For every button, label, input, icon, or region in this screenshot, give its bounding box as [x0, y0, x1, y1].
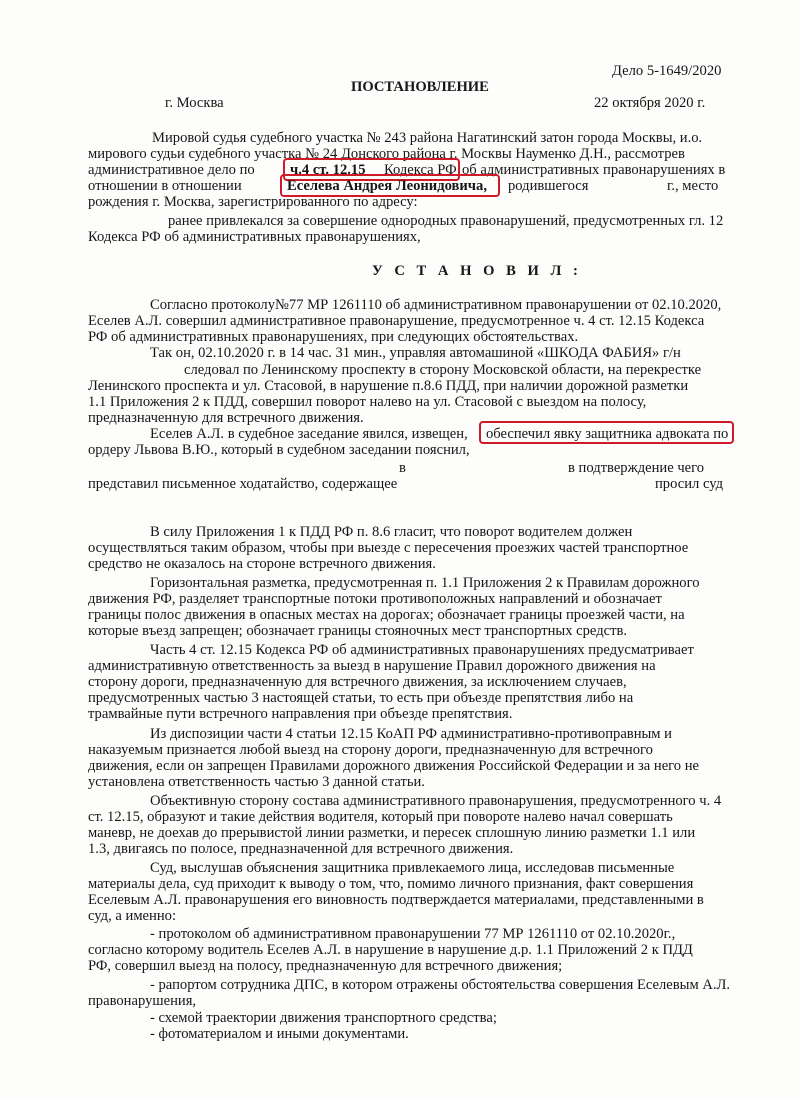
paragraph-7-line: движения, если он запрещен Правилами дорожного движения Российской Федерации и за него не [88, 758, 700, 774]
paragraph-5-line: которые въезд запрещен; обозначает границы стояночных мест транспортных средств. [88, 623, 628, 639]
paragraph-4-line: В силу Приложения 1 к ПДД РФ п. 8.6 гласит, что поворот водителем должен [150, 524, 633, 540]
highlighted-phrase: обеспечил явку защитника адвоката по [486, 426, 729, 442]
paragraph-6-line: предусмотренных частью 3 настоящей статьи, то есть при объезде препятствия либо на [88, 690, 634, 706]
evidence-item-report: - рапортом сотрудника ДПС, в котором отражены обстоятельства совершения Еселевым А.Л. [150, 977, 731, 993]
paragraph-5-line: движения РФ, разделяет транспортные потоки противоположных направлений и обозначает [88, 591, 662, 607]
paragraph-7-line: установлена ответственность частью 3 данной статьи. [88, 774, 425, 790]
evidence-item-protocol-cont: РФ, совершил выезд на полосу, предназначенную для встречного движения; [88, 958, 563, 974]
intro-line-6: ранее привлекался за совершение однородных правонарушений, предусмотренных гл. 12 [168, 213, 724, 229]
paragraph-6-line: административную ответственность за выезд в нарушение Правил дорожного движения на [88, 658, 656, 674]
paragraph-8-line: 1.3, двигаясь по полосе, предназначенной для встречного движения. [88, 841, 514, 857]
defendant-name: Еселева Андрея Леонидовича, [287, 178, 487, 194]
paragraph-6-line: Часть 4 ст. 12.15 Кодекса РФ об административных правонарушениях предусматривает [150, 642, 694, 658]
intro-line-7: Кодекса РФ об административных правонарушениях, [88, 229, 421, 245]
paragraph-2-line: Так он, 02.10.2020 г. в 14 час. 31 мин., управляя автомашиной «ШКОДА ФАБИЯ» г/н [150, 345, 681, 361]
paragraph-2-line: предназначенную для встречного движения. [88, 410, 364, 426]
paragraph-2-line: 1.1 Приложения 2 к ПДД, совершил поворот налево на ул. Стасовой с выездом на полосу, [88, 394, 647, 410]
intro-line-2: мирового судьи судебного участка № 24 Донского района г. Москвы Науменко Д.Н., рассмотрев [88, 146, 685, 162]
paragraph-3-line: Еселев А.Л. в судебное заседание явился, извещен, [150, 426, 468, 442]
evidence-item-scheme: - схемой траектории движения транспортного средства; [150, 1010, 497, 1026]
paragraph-7-line: наказуемым признается любой выезд на сторону дороги, предназначенную для встречного [88, 742, 653, 758]
case-number: Дело 5-1649/2020 [612, 63, 722, 79]
section-title: У С Т А Н О В И Л : [372, 263, 582, 279]
paragraph-9-line: суд, а именно: [88, 908, 177, 924]
city: г. Москва [165, 95, 224, 111]
evidence-item-protocol: - протоколом об административном правонарушении 77 МР 1261110 от 02.10.2020г., [150, 926, 676, 942]
paragraph-8-line: ст. 12.15, образуют и такие действия водителя, который при повороте налево начал совершать [88, 809, 673, 825]
paragraph-3-line: представил письменное ходатайство, содержащее [88, 476, 398, 492]
paragraph-2-line: Ленинского проспекта и ул. Стасовой, в нарушение п.8.6 ПДД, при наличии дорожной разметки [88, 378, 689, 394]
paragraph-1-line: Еселев А.Л. совершил административное правонарушение, предусмотренное ч. 4 ст. 12.15 Кодекса [88, 313, 705, 329]
intro-line-4a: отношении в отношении [88, 178, 242, 194]
paragraph-3-line: в [399, 460, 406, 476]
document-title: ПОСТАНОВЛЕНИЕ [351, 79, 489, 95]
paragraph-1-line: РФ об административных правонарушениях, при следующих обстоятельствах. [88, 329, 579, 345]
paragraph-5-line: границы полос движения в опасных местах на дорогах; обозначает границы проезжей части, на [88, 607, 685, 623]
highlight-defense-box [479, 421, 734, 444]
code-reference: Кодекса РФ [384, 162, 457, 178]
paragraph-5-line: Горизонтальная разметка, предусмотренная п. 1.1 Приложения 2 к Правилам дорожного [150, 575, 700, 591]
paragraph-4-line: средство не оказалось на стороне встречного движения. [88, 556, 436, 572]
paragraph-2-line: следовал по Ленинскому проспекту в сторону Московской области, на перекрестке [184, 362, 702, 378]
paragraph-1-line: Согласно протоколу№77 МР 1261110 об административном правонарушении от 02.10.2020, [150, 297, 722, 313]
paragraph-9-line: Суд, выслушав объяснения защитника привлекаемого лица, исследовав письменные [150, 860, 675, 876]
intro-line-5: рождения г. Москва, зарегистрированного по адресу: [88, 194, 418, 210]
paragraph-6-line: трамвайные пути встречного направления при объезде препятствия. [88, 706, 513, 722]
evidence-item-report-cont: правонарушения, [88, 993, 197, 1009]
paragraph-3-line: в подтверждение чего [568, 460, 705, 476]
intro-line-4d: г., место [667, 178, 719, 194]
paragraph-6-line: сторону дороги, предназначенную для встречного движения, за исключением случаев, [88, 674, 627, 690]
intro-line-3a: административное дело по [88, 162, 255, 178]
intro-line-1: Мировой судья судебного участка № 243 района Нагатинский затон города Москвы, и.о. [152, 130, 703, 146]
evidence-item-protocol-cont: согласно которому водитель Еселев А.Л. в нарушение в нарушение д.р. 1.1 Приложений 2 к ПДД [88, 942, 693, 958]
paragraph-9-line: Еселевым А.Л. правонарушения его виновность подтверждается материалами, представленными в [88, 892, 704, 908]
paragraph-3-line: ордеру Львова В.Ю., который в судебном заседании пояснил, [88, 442, 470, 458]
paragraph-8-line: маневр, не доехав до прерывистой линии разметки, и пересек сплошную линию разметки 1.1 или [88, 825, 696, 841]
evidence-item-photo: - фотоматериалом и иными документами. [150, 1026, 409, 1042]
intro-line-4c: родившегося [508, 178, 589, 194]
intro-line-3d: об административных правонарушениях в [462, 162, 726, 178]
paragraph-3-line: просил суд [655, 476, 724, 492]
paragraph-9-line: материалы дела, суд приходит к выводу о том, что, помимо личного признания, факт совершения [88, 876, 694, 892]
article-reference: ч.4 ст. 12.15 [290, 162, 366, 178]
document-date: 22 октября 2020 г. [594, 95, 706, 111]
paragraph-4-line: осуществляться таким образом, чтобы при выезде с пересечения проезжих частей транспортное [88, 540, 689, 556]
paragraph-7-line: Из диспозиции части 4 статьи 12.15 КоАП РФ административно-противоправным и [150, 726, 672, 742]
paragraph-8-line: Объективную сторону состава административного правонарушения, предусмотренного ч. 4 [150, 793, 722, 809]
